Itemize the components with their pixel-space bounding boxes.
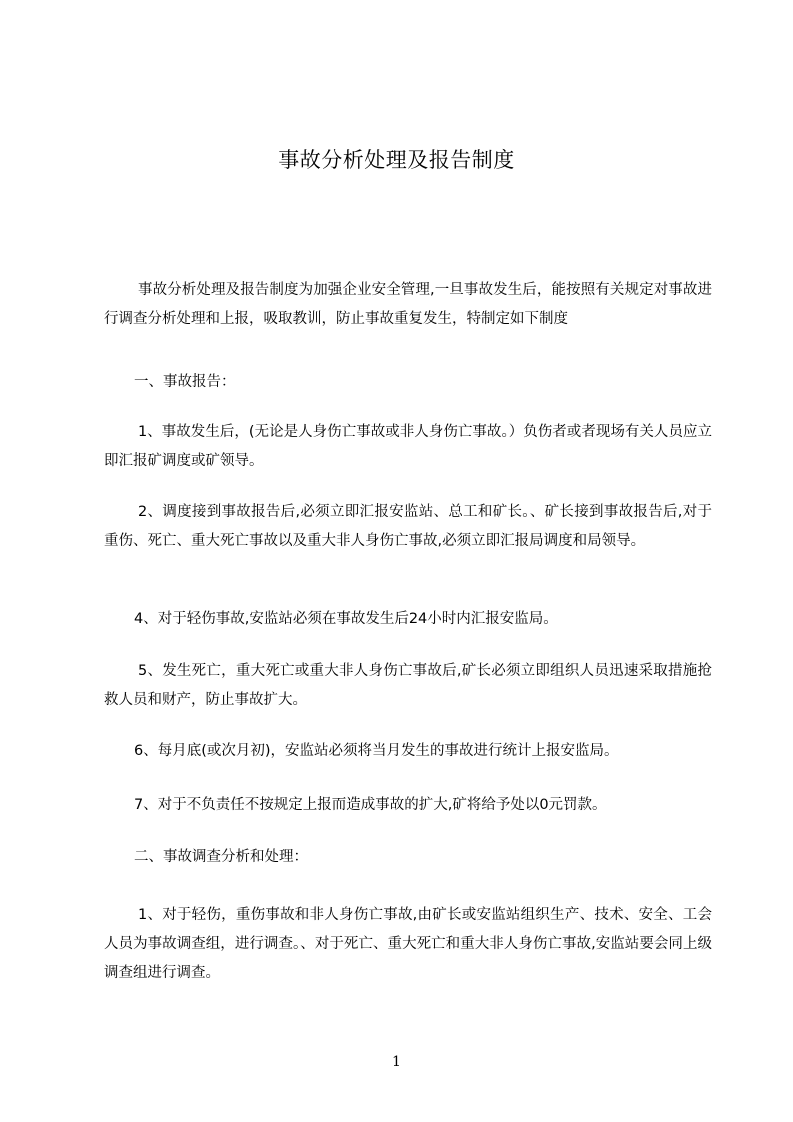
report-item-4: 4、对于轻伤事故,安监站必须在事故发生后24小时内汇报安监局。 — [134, 611, 558, 627]
report-item-1: 1、事故发生后，(无论是人身伤亡事故或非人身伤亡事故。）负伤者或者现场有关人员应立即汇报矿调度或矿领导。 — [104, 424, 712, 469]
report-item-5: 5、发生死亡，重大死亡或重大非人身伤亡事故后,矿长必须立即组织人员迅速采取措施抢救人员和财产，防止事故扩大。 — [104, 663, 712, 708]
intro-paragraph: 事故分析处理及报告制度为加强企业安全管理,一旦事故发生后，能按照有关规定对事故进行调查分析处理和上报，吸取教训，防止事故重复发生，特制定如下制度 — [104, 282, 712, 327]
investigation-item-1: 1、对于轻伤，重伤事故和非人身伤亡事故,由矿长或安监站组织生产、技术、安全、工会人员为事故调查组，进行调查。、对于死亡、重大死亡和重大非人身伤亡事故,安监站要会同上级调查组进行调查。 — [104, 907, 712, 981]
page-number: 1 — [392, 1054, 401, 1070]
report-item-7: 7、对于不负责任不按规定上报而造成事故的扩大,矿将给予处以0元罚款。 — [134, 797, 607, 813]
section-heading-investigation: 二、事故调查分析和处理： — [134, 849, 308, 865]
document-title: 事故分析处理及报告制度 — [278, 148, 515, 172]
report-item-2: 2、调度接到事故报告后,必须立即汇报安监站、总工和矿长。、矿长接到事故报告后,对于重伤、死亡、重大死亡事故以及重大非人身伤亡事故,必须立即汇报局调度和局领导。 — [104, 504, 712, 549]
section-heading-report: 一、事故报告： — [134, 374, 236, 390]
report-item-6: 6、每月底(或次月初)，安监站必须将当月发生的事故进行统计上报安监局。 — [134, 743, 619, 759]
